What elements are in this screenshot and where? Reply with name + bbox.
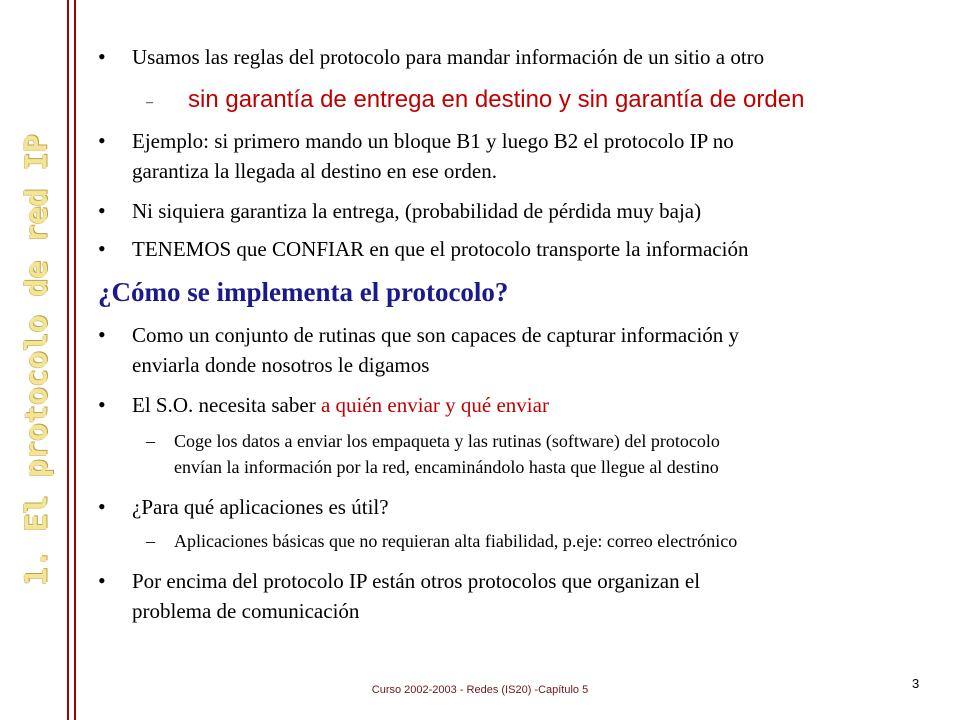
footer-course-label: Curso 2002-2003 - Redes (IS20) -Capítulo 5	[371, 684, 589, 696]
bullet-text-line-1: Por encima del protocolo IP están otros protocolos que organizan el	[132, 569, 701, 593]
rule-line-right	[74, 0, 76, 720]
sub-text-highlight: sin garantía de entrega en destino y sin garantía de orden	[188, 86, 805, 113]
bullet-text-highlight: a quién enviar y qué enviar	[320, 393, 549, 417]
bullet-marker: •	[98, 568, 106, 593]
bullet-marker: •	[98, 198, 106, 223]
bullet-text: Ni siquiera garantiza la entrega, (probabilidad de pérdida muy baja)	[132, 199, 702, 223]
sub-dash: –	[146, 431, 155, 451]
bullet-marker: •	[98, 236, 106, 261]
section-heading: ¿Cómo se implementa el protocolo?	[98, 277, 509, 307]
sub-dash: –	[146, 95, 153, 110]
bullet-text-line-2: enviarla donde nosotros le digamos	[132, 353, 430, 377]
bullet-marker: •	[98, 128, 106, 153]
side-title: 1. El protocolo de red IP	[19, 134, 55, 586]
bullet-text: ¿Para qué aplicaciones es útil?	[132, 495, 389, 519]
sub-dash: –	[146, 531, 155, 551]
bullet-text-line-1: Ejemplo: si primero mando un bloque B1 y luego B2 el protocolo IP no	[132, 129, 734, 153]
bullet-text-line-1: Como un conjunto de rutinas que son capaces de capturar información y	[132, 323, 740, 347]
sub-text: Aplicaciones básicas que no requieran alta fiabilidad, p.eje: correo electrónico	[174, 531, 738, 551]
bullet-text	[132, 390, 549, 420]
sub-text-line-2: envían la información por la red, encaminándolo hasta que llegue al destino	[174, 457, 719, 477]
side-title-panel	[0, 0, 75, 720]
page-number: 3	[912, 676, 920, 691]
bullet-marker: •	[98, 392, 106, 417]
bullet-marker: •	[98, 494, 106, 519]
sub-text-line-1: Coge los datos a enviar los empaqueta y las rutinas (software) del protocolo	[174, 431, 720, 451]
rule-line-left	[67, 0, 69, 720]
bullet-text-line-2: garantiza la llegada al destino en ese orden.	[132, 159, 497, 183]
bullet-marker: •	[98, 322, 106, 347]
bullet-text-prefix: El S.O. necesita saber	[132, 393, 321, 417]
bullet-text: Usamos las reglas del protocolo para mandar información de un sitio a otro	[132, 45, 765, 69]
bullet-text: TENEMOS que CONFIAR en que el protocolo transporte la información	[132, 237, 749, 261]
bullet-marker: •	[98, 44, 106, 69]
bullet-text-line-2: problema de comunicación	[132, 599, 360, 623]
